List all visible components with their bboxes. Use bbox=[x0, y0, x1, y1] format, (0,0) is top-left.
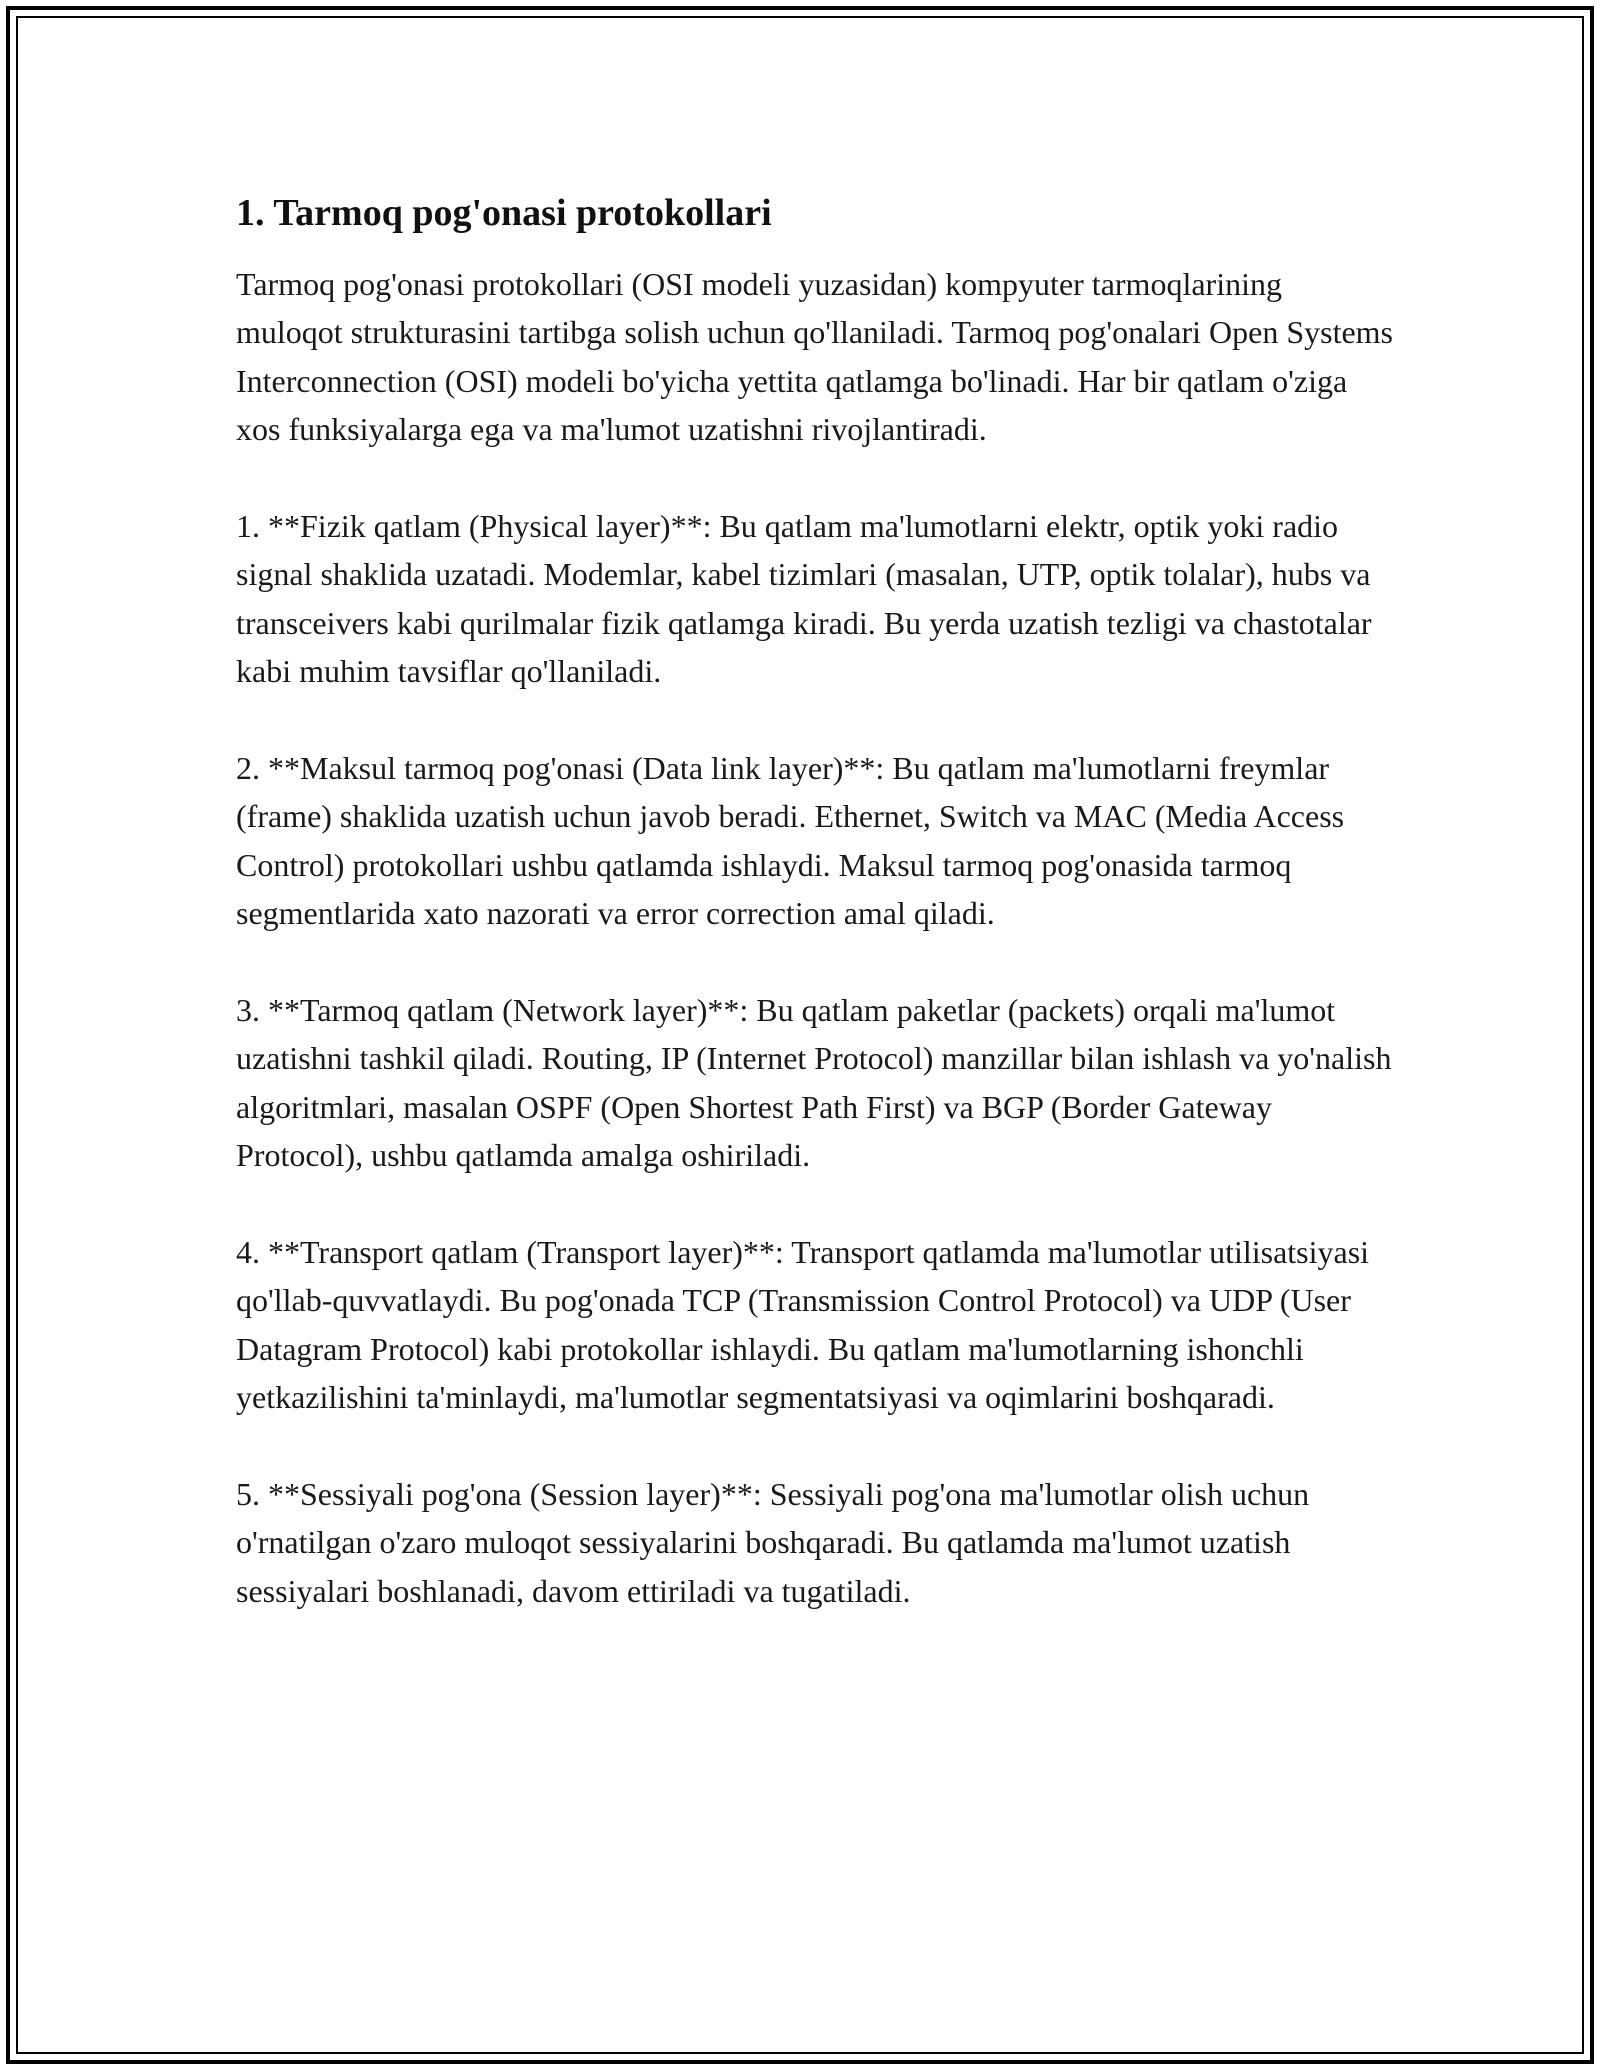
data-link-layer-paragraph: 2. **Maksul tarmoq pog'onasi (Data link layer)**: Bu qatlam ma'lumotlarni freymlar (frame) shaklida uzatish uchun javob beradi. Ethernet, Switch va MAC (Media Access Control) protokollari ushbu qatlamda ishlaydi. Maksul tarmoq pog'onasida tarmoq segmentlarida xato nazorati va error correction amal qiladi. bbox=[236, 750, 1345, 932]
session-layer-paragraph: 5. **Sessiyali pog'ona (Session layer)**: Sessiyali pog'ona ma'lumotlar olish uchun o'rnatilgan o'zaro muloqot sessiyalarini boshqaradi. Bu qatlamda ma'lumot uzatish sessiyalari boshlanadi, davom ettiriladi va tugatiladi. bbox=[236, 1476, 1310, 1609]
physical-layer-paragraph: 1. **Fizik qatlam (Physical layer)**: Bu qatlam ma'lumotlarni elektr, optik yoki radio signal shaklida uzatadi. Modemlar, kabel tizimlari (masalan, UTP, optik tolalar), hubs va transceivers kabi qurilmalar fizik qatlamga kiradi. Bu yerda uzatish tezligi va chastotalar kabi muhim tavsiflar qo'llaniladi. bbox=[236, 508, 1372, 690]
transport-layer-paragraph: 4. **Transport qatlam (Transport layer)**: Transport qatlamda ma'lumotlar utilisatsiyasi qo'llab-quvvatlaydi. Bu pog'onada TCP (Transmission Control Protocol) va UDP (User Datagram Protocol) kabi protokollar ishlaydi. Bu qatlam ma'lumotlarning ishonchli yetkazilishini ta'minlaydi, ma'lumotlar segmentatsiyasi va oqimlarini boshqaradi. bbox=[236, 1234, 1370, 1416]
network-layer-paragraph: 3. **Tarmoq qatlam (Network layer)**: Bu qatlam paketlar (packets) orqali ma'lumot uzatishni tashkil qiladi. Routing, IP (Internet Protocol) manzillar bilan ishlash va yo'nalish algoritmlari, masalan OSPF (Open Shortest Path First) va BGP (Border Gateway Protocol), ushbu qatlamda amalga oshiriladi. bbox=[236, 992, 1392, 1174]
intro-paragraph: Tarmoq pog'onasi protokollari (OSI modeli yuzasidan) kompyuter tarmoqlarining muloqot strukturasini tartibga solish uchun qo'llaniladi. Tarmoq pog'onalari Open Systems Interconnection (OSI) modeli bo'yicha yettita qatlamga bo'linadi. Har bir qatlam o'ziga xos funksiyalarga ega va ma'lumot uzatishni rivojlantiradi. bbox=[236, 266, 1393, 448]
document-title: 1. Tarmoq pog'onasi protokollari bbox=[236, 192, 772, 234]
document-body bbox=[236, 188, 1396, 1615]
